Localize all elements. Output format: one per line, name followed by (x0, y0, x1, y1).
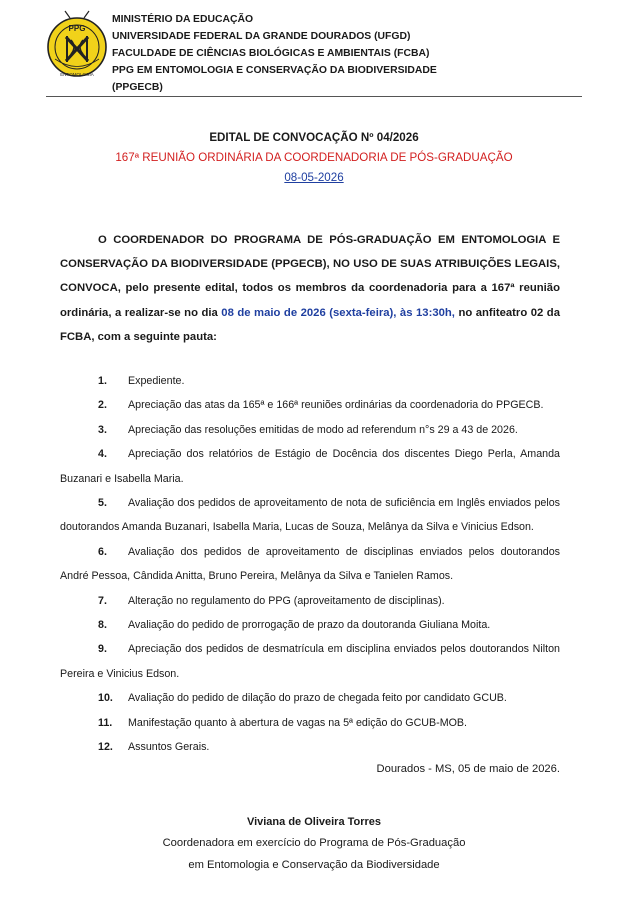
ministry-name: MINISTÉRIO DA EDUCAÇÃO (112, 14, 254, 25)
intro-text-part2: no anfiteatro 02 da FCBA, com a seguinte pauta: (60, 306, 560, 343)
agenda-list (60, 369, 560, 760)
signatory-role-line1: Coordenadora em exercício do Programa de Pós-Graduação (162, 837, 466, 849)
signature-block (46, 812, 582, 876)
agenda-item (60, 686, 560, 710)
agenda-item-number: 11. (98, 716, 113, 729)
signatory-role-line2: em Entomologia e Conservação da Biodiversidade (188, 859, 440, 871)
agenda-item-number: 12. (98, 741, 113, 754)
edital-title: EDITAL DE CONVOCAÇÃO Nº 04/2026 (209, 131, 419, 144)
meeting-date: 08-05-2026 (284, 171, 344, 184)
agenda-item-number: 8. (98, 619, 107, 632)
agenda-item (60, 613, 560, 637)
agenda-item-text: Apreciação dos relatórios de Estágio de Docência dos discentes Diego Perla, Amanda Buzanari e Isabella Maria. (60, 448, 560, 485)
document-header (46, 8, 582, 96)
logo-bottom-text: ENTOMOLOGIA (60, 72, 94, 77)
agenda-item-number: 9. (98, 643, 107, 656)
signatory-name: Viviana de Oliveira Torres (246, 816, 382, 828)
program-acronym: (PPGECB) (112, 82, 163, 93)
title-block (46, 128, 582, 188)
intro-paragraph (60, 228, 560, 349)
agenda-item-number: 10. (98, 692, 113, 705)
agenda-item-text: Apreciação das resoluções emitidas de modo ad referendum n°s 29 a 43 de 2026. (128, 423, 518, 436)
agenda-item-text: Apreciação dos pedidos de desmatrícula em disciplina enviados pelos doutorandos Nilton Pereira e Vinicius Edson. (60, 643, 560, 680)
agenda-item-text: Avaliação dos pedidos de aproveitamento de nota de suficiência em Inglês enviados pelos doutorandos Amanda Buzanari, Isabella Maria, Lucas de Souza, Melânya da Silva e Vinicius Edson. (60, 497, 560, 534)
intro-text-part1: O COORDENADOR DO PROGRAMA DE PÓS-GRADUAÇÃO EM ENTOMOLOGIA E CONSERVAÇÃO DA BIODIVERSIDADE (PPGECB), NO USO DE SUAS ATRIBUIÇÕES LEGAIS, CONVOCA, pelo presente edital, todos os membros da coordenadoria para a 167ª reunião ordinária, a realizar-se no dia (60, 234, 560, 319)
place-date: Dourados - MS, 05 de maio de 2026. (376, 763, 560, 775)
agenda-item (60, 442, 560, 491)
agenda-item (60, 540, 560, 589)
header-divider (46, 96, 582, 97)
agenda-item (60, 735, 560, 759)
agenda-item-text: Avaliação dos pedidos de aproveitamento de disciplinas enviados pelos doutorandos André Pessoa, Cândida Anitta, Bruno Pereira, Melânya da Silva e Tanielen Ramos. (60, 545, 560, 583)
meeting-datetime: 08 de maio de 2026 (sexta-feira), às 13:30h, (221, 306, 455, 319)
agenda-item-number: 4. (98, 448, 107, 461)
agenda-item-number: 5. (98, 497, 107, 510)
agenda-item (60, 711, 560, 735)
meeting-title: 167ª REUNIÃO ORDINÁRIA DA COORDENADORIA DE PÓS-GRADUAÇÃO (115, 151, 513, 164)
agenda-item-text: Avaliação do pedido de dilação do prazo de chegada feito por candidato GCUB. (128, 692, 507, 705)
agenda-item-number: 3. (98, 423, 107, 436)
agenda-item-text: Expediente. (128, 375, 185, 387)
agenda-item-number: 6. (98, 545, 107, 558)
agenda-item-number: 2. (98, 399, 107, 412)
logo-text: PPG (68, 24, 86, 33)
agenda-item (60, 369, 560, 393)
agenda-item-number: 7. (98, 594, 107, 607)
university-name: UNIVERSIDADE FEDERAL DA GRANDE DOURADOS (UFGD) (112, 31, 411, 42)
agenda-item-text: Alteração no regulamento do PPG (aproveitamento de disciplinas). (128, 594, 445, 607)
agenda-item-text: Assuntos Gerais. (128, 741, 210, 754)
agenda-item (60, 393, 560, 417)
agenda-item-text: Apreciação das atas da 165ª e 166ª reuniões ordinárias da coordenadoria do PPGECB. (128, 399, 544, 412)
agenda-item (60, 491, 560, 540)
agenda-item (60, 589, 560, 613)
agenda-item (60, 637, 560, 686)
agenda-item (60, 418, 560, 442)
agenda-item-text: Manifestação quanto à abertura de vagas na 5ª edição do GCUB-MOB. (128, 716, 468, 729)
agenda-item-text: Avaliação do pedido de prorrogação de prazo da doutoranda Giuliana Moita. (128, 619, 491, 632)
ppgecb-logo (46, 10, 108, 82)
faculty-name: FACULDADE DE CIÊNCIAS BIOLÓGICAS E AMBIENTAIS (FCBA) (112, 48, 430, 59)
agenda-item-number: 1. (98, 375, 107, 387)
program-name: PPG EM ENTOMOLOGIA E CONSERVAÇÃO DA BIODIVERSIDADE (112, 65, 437, 76)
